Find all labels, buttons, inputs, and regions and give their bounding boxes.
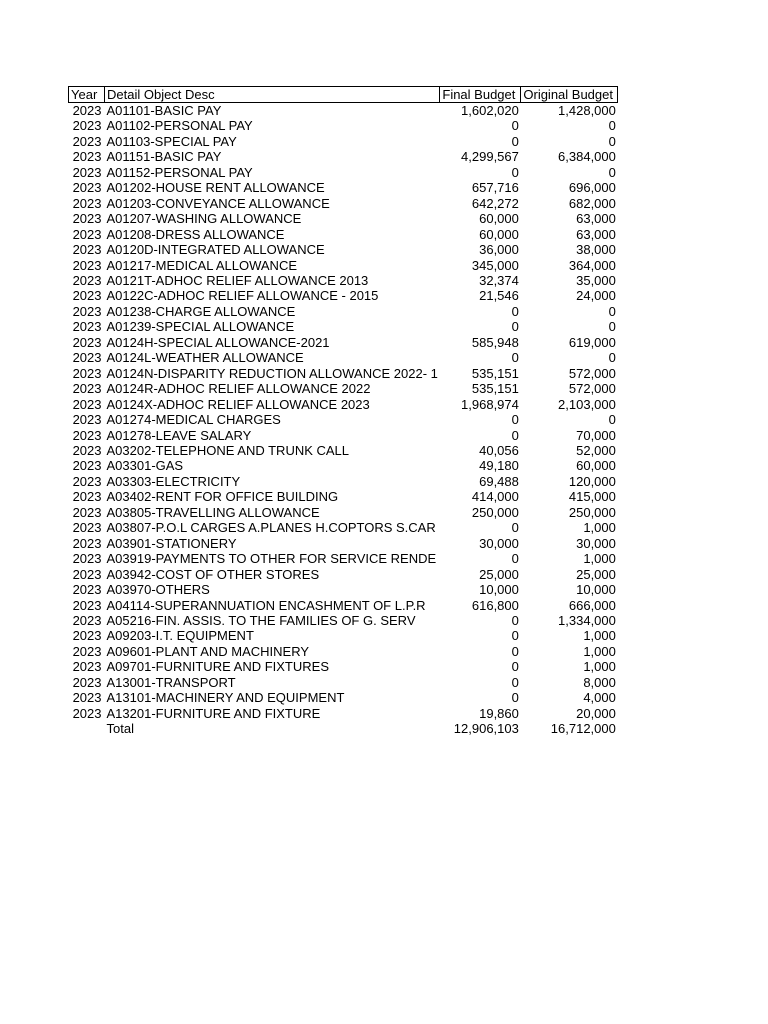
table-row [69,613,618,628]
table-row [69,118,618,133]
year-cell: 2023 [72,103,102,118]
year-cell: 2023 [72,643,102,659]
final-budget-cell: 0 [511,659,519,675]
final-budget-cell: 49,180 [479,458,519,474]
original-budget-cell: 682,000 [568,195,616,211]
original-budget-cell: 1,000 [583,659,616,675]
year-cell: 2023 [72,612,102,628]
final-budget-cell: 40,056 [479,442,519,458]
year-cell: 2023 [72,118,102,134]
detail-object-desc-cell: A13001-TRANSPORT [106,674,236,690]
original-budget-cell: 572,000 [568,381,616,397]
table-row [69,598,618,613]
detail-object-desc-cell: A09601-PLANT AND MACHINERY [106,643,310,659]
original-budget-cell: 20,000 [576,705,616,721]
year-cell: 2023 [72,582,102,598]
original-budget-cell: 0 [608,350,616,366]
final-budget-cell: 10,000 [479,582,519,598]
year-cell: 2023 [72,164,102,180]
table-row [69,397,618,412]
original-budget-cell: 8,000 [583,674,616,690]
detail-object-desc-cell: A01278-LEAVE SALARY [106,427,252,443]
table-row [69,706,618,721]
detail-object-desc-cell: A05216-FIN. ASSIS. TO THE FAMILIES OF G. SERV [106,612,416,628]
year-cell: 2023 [72,350,102,366]
final-budget-cell: 19,860 [479,705,519,721]
detail-object-desc-cell: A01274-MEDICAL CHARGES [106,412,281,428]
table-row [69,412,618,427]
final-budget-cell: 0 [511,118,519,134]
original-budget-cell: 60,000 [576,458,616,474]
detail-object-desc-cell: A03901-STATIONERY [106,535,237,551]
year-cell: 2023 [72,674,102,690]
final-budget-cell: 0 [511,427,519,443]
total-year-cell [69,721,105,736]
year-cell: 2023 [72,442,102,458]
final-budget-cell: 616,800 [471,597,519,613]
original-budget-cell: 0 [608,118,616,134]
table-row [69,381,618,396]
year-cell: 2023 [72,504,102,520]
original-budget-cell: 63,000 [576,226,616,242]
final-budget-cell: 535,151 [471,365,519,381]
final-budget-cell: 1,968,974 [461,396,519,412]
original-budget-cell: 4,000 [583,690,616,706]
table-row [69,196,618,211]
year-cell: 2023 [72,628,102,644]
table-row [69,366,618,381]
final-budget-cell: 21,546 [479,288,519,304]
year-cell: 2023 [72,195,102,211]
final-budget-cell: 69,488 [479,473,519,489]
original-budget-cell: 250,000 [568,504,616,520]
table-row [69,304,618,319]
year-cell: 2023 [72,242,102,258]
final-budget-cell: 60,000 [479,226,519,242]
table-row [69,258,618,273]
original-budget-cell: 364,000 [568,257,616,273]
header-final-budget: Final Budget [440,87,521,103]
table-row [69,520,618,535]
original-budget-cell: 30,000 [576,535,616,551]
detail-object-desc-cell: A0124N-DISPARITY REDUCTION ALLOWANCE 2022- 1 [106,365,438,381]
final-budget-cell: 585,948 [471,334,519,350]
table-row [69,335,618,350]
detail-object-desc-cell: A03301-GAS [106,458,184,474]
year-cell: 2023 [72,288,102,304]
header-row [69,87,618,103]
detail-object-desc-cell: A01217-MEDICAL ALLOWANCE [106,257,297,273]
year-cell: 2023 [72,211,102,227]
final-budget-cell: 0 [511,319,519,335]
table-footer [69,721,618,736]
original-budget-cell: 0 [608,164,616,180]
year-cell: 2023 [72,334,102,350]
final-budget-cell: 30,000 [479,535,519,551]
table-row [69,659,618,674]
original-budget-cell: 24,000 [576,288,616,304]
table-row [69,675,618,690]
original-budget-cell: 38,000 [576,242,616,258]
table-row [69,505,618,520]
year-cell: 2023 [72,551,102,567]
original-budget-cell: 1,000 [583,520,616,536]
year-cell: 2023 [72,303,102,319]
table-row [69,567,618,582]
total-final-budget: 12,906,103 [453,721,519,737]
final-budget-cell: 642,272 [471,195,519,211]
final-budget-cell: 0 [511,412,519,428]
final-budget-cell: 0 [511,551,519,567]
year-cell: 2023 [72,396,102,412]
year-cell: 2023 [72,381,102,397]
table-row [69,551,618,566]
final-budget-cell: 0 [511,350,519,366]
year-cell: 2023 [72,705,102,721]
original-budget-cell: 0 [608,303,616,319]
table-row [69,582,618,597]
detail-object-desc-cell: A0122C-ADHOC RELIEF ALLOWANCE - 2015 [106,288,379,304]
final-budget-cell: 535,151 [471,381,519,397]
table-row [69,149,618,164]
table-row [69,165,618,180]
detail-object-desc-cell: A03970-OTHERS [106,582,210,598]
table-header [69,87,618,103]
detail-object-desc-cell: A13101-MACHINERY AND EQUIPMENT [106,690,345,706]
year-cell: 2023 [72,180,102,196]
original-budget-cell: 666,000 [568,597,616,613]
final-budget-cell: 250,000 [471,504,519,520]
original-budget-cell: 0 [608,412,616,428]
final-budget-cell: 32,374 [479,272,519,288]
detail-object-desc-cell: A13201-FURNITURE AND FIXTURE [106,705,321,721]
final-budget-cell: 0 [511,643,519,659]
detail-object-desc-cell: A03202-TELEPHONE AND TRUNK CALL [106,442,350,458]
original-budget-cell: 572,000 [568,365,616,381]
final-budget-cell: 657,716 [471,180,519,196]
year-cell: 2023 [72,659,102,675]
detail-object-desc-cell: A01103-SPECIAL PAY [106,133,237,149]
final-budget-cell: 0 [511,628,519,644]
table-row [69,690,618,705]
detail-object-desc-cell: A0120D-INTEGRATED ALLOWANCE [106,242,325,258]
detail-object-desc-cell: A01239-SPECIAL ALLOWANCE [106,319,295,335]
original-budget-cell: 415,000 [568,489,616,505]
table-row [69,350,618,365]
detail-object-desc-cell: A01101-BASIC PAY [106,103,222,118]
final-budget-cell: 1,602,020 [461,103,519,118]
final-budget-cell: 414,000 [471,489,519,505]
final-budget-cell: 25,000 [479,566,519,582]
original-budget-cell: 6,384,000 [558,149,616,165]
table-row [69,288,618,303]
final-budget-cell: 0 [511,303,519,319]
detail-object-desc-cell: A03402-RENT FOR OFFICE BUILDING [106,489,339,505]
table-row [69,644,618,659]
original-budget-cell: 0 [608,133,616,149]
original-budget-cell: 1,334,000 [558,612,616,628]
original-budget-cell: 35,000 [576,272,616,288]
original-budget-cell: 1,000 [583,551,616,567]
year-cell: 2023 [72,520,102,536]
budget-table [68,86,618,737]
year-cell: 2023 [72,690,102,706]
final-budget-cell: 0 [511,164,519,180]
original-budget-cell: 696,000 [568,180,616,196]
year-cell: 2023 [72,365,102,381]
final-budget-cell: 0 [511,612,519,628]
detail-object-desc-cell: A0124R-ADHOC RELIEF ALLOWANCE 2022 [106,381,371,397]
original-budget-cell: 25,000 [576,566,616,582]
year-cell: 2023 [72,535,102,551]
final-budget-cell: 345,000 [471,257,519,273]
total-original-budget: 16,712,000 [550,721,616,737]
total-label: Total [106,721,134,737]
table-row [69,319,618,334]
final-budget-cell: 60,000 [479,211,519,227]
detail-object-desc-cell: A01152-PERSONAL PAY [106,164,253,180]
detail-object-desc-cell: A09701-FURNITURE AND FIXTURES [106,659,329,675]
detail-object-desc-cell: A01238-CHARGE ALLOWANCE [106,303,296,319]
year-cell: 2023 [72,272,102,288]
detail-object-desc-cell: A01102-PERSONAL PAY [106,118,253,134]
year-cell: 2023 [72,489,102,505]
detail-object-desc-cell: A0124H-SPECIAL ALLOWANCE-2021 [106,334,330,350]
final-budget-cell: 0 [511,133,519,149]
detail-object-desc-cell: A01202-HOUSE RENT ALLOWANCE [106,180,325,196]
original-budget-cell: 619,000 [568,334,616,350]
table-row [69,211,618,226]
year-cell: 2023 [72,319,102,335]
original-budget-cell: 70,000 [576,427,616,443]
table-row [69,134,618,149]
table-row [69,458,618,473]
final-budget-cell: 36,000 [479,242,519,258]
detail-object-desc-cell: A01151-BASIC PAY [106,149,222,165]
original-budget-cell: 0 [608,319,616,335]
table-body [69,103,618,722]
original-budget-cell: 1,000 [583,628,616,644]
detail-object-desc-cell: A03805-TRAVELLING ALLOWANCE [106,504,320,520]
detail-object-desc-cell: A03807-P.O.L CARGES A.PLANES H.COPTORS S.CAR [106,520,436,536]
final-budget-cell: 0 [511,520,519,536]
table-row [69,489,618,504]
original-budget-cell: 63,000 [576,211,616,227]
detail-object-desc-cell: A01208-DRESS ALLOWANCE [106,226,285,242]
original-budget-cell: 120,000 [568,473,616,489]
year-cell: 2023 [72,566,102,582]
year-cell: 2023 [72,473,102,489]
original-budget-cell: 1,428,000 [558,103,616,118]
year-cell: 2023 [72,597,102,613]
original-budget-cell: 10,000 [576,582,616,598]
table-row [69,628,618,643]
detail-object-desc-cell: A01207-WASHING ALLOWANCE [106,211,302,227]
detail-object-desc-cell: A04114-SUPERANNUATION ENCASHMENT OF L.P.R [106,597,426,613]
detail-object-desc-cell: A03303-ELECTRICITY [106,473,241,489]
year-cell: 2023 [72,412,102,428]
table-row [69,227,618,242]
table-row [69,273,618,288]
table-row [69,474,618,489]
original-budget-cell: 1,000 [583,643,616,659]
year-cell: 2023 [72,458,102,474]
table-row [69,242,618,257]
detail-object-desc-cell: A03919-PAYMENTS TO OTHER FOR SERVICE RENDE [106,551,437,567]
year-cell: 2023 [72,149,102,165]
total-row [69,721,618,736]
table-row [69,180,618,195]
year-cell: 2023 [72,133,102,149]
detail-object-desc-cell: A03942-COST OF OTHER STORES [106,566,320,582]
header-original-budget: Original Budget [521,87,618,103]
detail-object-desc-cell: A0124L-WEATHER ALLOWANCE [106,350,304,366]
final-budget-cell: 0 [511,674,519,690]
final-budget-cell: 0 [511,690,519,706]
table-row [69,428,618,443]
detail-object-desc-cell: A09203-I.T. EQUIPMENT [106,628,254,644]
original-budget-cell: 52,000 [576,442,616,458]
year-cell: 2023 [72,257,102,273]
final-budget-cell: 4,299,567 [461,149,519,165]
table-row [69,536,618,551]
detail-object-desc-cell: A0124X-ADHOC RELIEF ALLOWANCE 2023 [106,396,370,412]
detail-object-desc-cell: A0121T-ADHOC RELIEF ALLOWANCE 2013 [106,272,369,288]
table-row [69,103,618,119]
header-detail-object-desc: Detail Object Desc [105,87,440,103]
original-budget-cell: 2,103,000 [558,396,616,412]
year-cell: 2023 [72,226,102,242]
header-year: Year [69,87,105,103]
year-cell: 2023 [72,427,102,443]
table-row [69,443,618,458]
detail-object-desc-cell: A01203-CONVEYANCE ALLOWANCE [106,195,330,211]
